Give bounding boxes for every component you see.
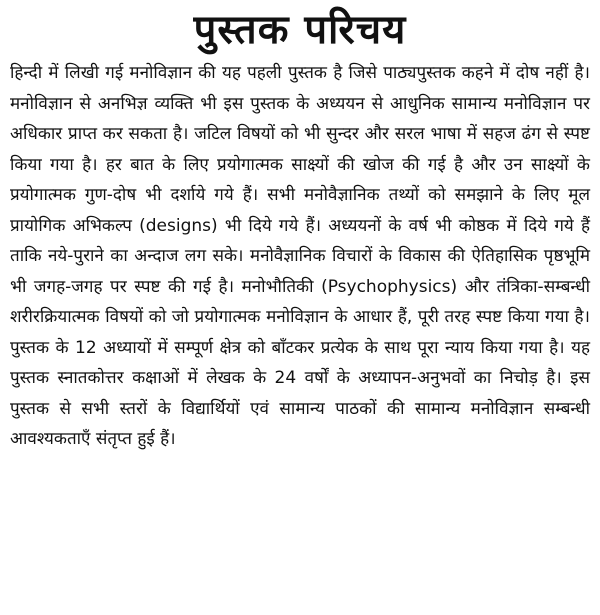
page-title: पुस्तक परिचय [193, 7, 407, 53]
introduction-paragraph: हिन्दी में लिखी गई मनोविज्ञान की यह पहली पुस्तक है जिसे पाठ्यपुस्तक कहने में दोष नहीं है। मनोविज्ञान से अनभिज्ञ व्यक्ति भी इस पुस्तक के अध्ययन से आधुनिक सामान्य मनोविज्ञान पर अधिकार प्राप्त कर सकता है। जटिल विषयों को भी सुन्दर और सरल भाषा में सहज ढंग से स्पष्ट किया गया है। हर बात के लिए प्रयोगात्मक साक्ष्यों की खोज की गई है और उन साक्ष्यों के प्रयोगात्मक गुण-दोष भी दर्शाये गये हैं। सभी मनोवैज्ञानिक तथ्यों को समझाने के लिए मूल प्रायोगिक अभिकल्प (designs) भी दिये गये हैं। अध्ययनों के वर्ष भी कोष्ठक में दिये गये हैं ताकि नये-पुराने का अन्दाज लग सके। मनोवैज्ञानिक विचारों के विकास की ऐतिहासिक पृष्ठभूमि भी जगह-जगह पर स्पष्ट की गई है। मनोभौतिकी (Psychophysics) और तंत्रिका-सम्बन्धी शरीरक्रियात्मक विषयों को जो प्रयोगात्मक मनोविज्ञान के आधार हैं, पूरी तरह स्पष्ट किया गया है। पुस्तक के 12 अध्यायों में सम्पूर्ण क्षेत्र को बाँटकर प्रत्येक के साथ पूरा न्याय किया गया है। यह पुस्तक स्नातकोत्तर कक्षाओं में लेखक के 24 वर्षों के अध्यापन-अनुभवों का निचोड़ है। इस पुस्तक से सभी स्तरों के विद्यार्थियों एवं सामान्य पाठकों की सामान्य मनोविज्ञान सम्बन्धी आवश्यकताएँ संतृप्त हुई हैं। [10, 63, 590, 449]
